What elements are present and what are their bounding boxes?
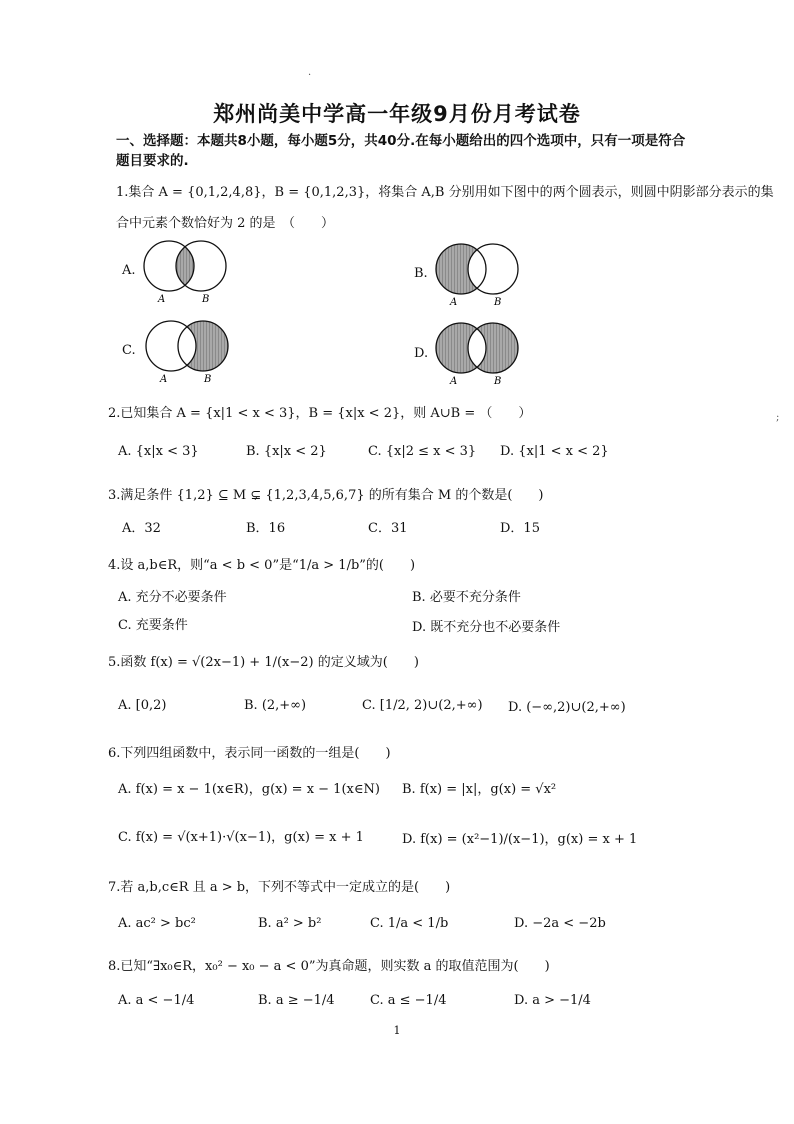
q1-option-b-label: B. xyxy=(414,266,428,281)
q7-option-c: C. 1/a < 1/b xyxy=(370,916,449,931)
q7-option-a: A. ac² > bc² xyxy=(118,916,196,931)
q5-stem: 5.函数 f(x) = √(2x−1) + 1/(x−2) 的定义域为( ) xyxy=(108,655,419,670)
scan-speck: · xyxy=(308,70,312,81)
q8-option-d: D. a > −1/4 xyxy=(514,993,591,1008)
q4-option-a: A. 充分不必要条件 xyxy=(118,590,227,605)
q2-option-d: D. {x|1 < x < 2} xyxy=(500,444,609,459)
q2-option-a: A. {x|x < 3} xyxy=(118,444,199,459)
q1-option-c-label: C. xyxy=(122,343,136,358)
q1-venn-b xyxy=(430,243,530,309)
q1-venn-d xyxy=(430,322,530,388)
q3-option-c: C．31 xyxy=(368,521,408,536)
q4-option-c: C. 充要条件 xyxy=(118,618,188,633)
q1-stem-line2: 合中元素个数恰好为 2 的是 （ ） xyxy=(116,216,335,231)
q6-option-d: D. f(x) = (x²−1)/(x−1)，g(x) = x + 1 xyxy=(402,832,638,847)
q5-option-b: B. (2,+∞) xyxy=(244,698,307,713)
q6-stem: 6.下列四组函数中，表示同一函数的一组是( ) xyxy=(108,746,391,761)
q4-option-d: D. 既不充分也不必要条件 xyxy=(412,620,561,635)
margin-mark: ; xyxy=(776,412,780,423)
set-label-b: B xyxy=(202,294,210,305)
q8-option-c: C. a ≤ −1/4 xyxy=(370,993,447,1008)
set-label-a: A xyxy=(160,374,168,385)
q4-option-b: B. 必要不充分条件 xyxy=(412,590,521,605)
q7-option-b: B. a² > b² xyxy=(258,916,322,931)
q3-option-d: D．15 xyxy=(500,521,540,536)
q2-option-c: C. {x|2 ≤ x < 3} xyxy=(368,444,477,459)
q8-option-b: B. a ≥ −1/4 xyxy=(258,993,335,1008)
page-title: 郑州尚美中学高一年级9月份月考试卷 xyxy=(213,102,581,126)
q1-venn-a xyxy=(138,240,238,306)
q3-option-b: B．16 xyxy=(246,521,286,536)
set-label-a: A xyxy=(158,294,166,305)
q1-venn-c xyxy=(140,320,240,386)
page-number: 1 xyxy=(393,1024,401,1037)
set-label-b: B xyxy=(204,374,212,385)
q1-stem-line1: 1.集合 A = {0,1,2,4,8}，B = {0,1,2,3}，将集合 A,B 分别用如下图中的两个圆表示，则圆中阴影部分表示的集 xyxy=(116,185,774,200)
q6-option-a: A. f(x) = x − 1(x∈R)，g(x) = x − 1(x∈N) xyxy=(118,782,380,797)
q6-option-c: C. f(x) = √(x+1)·√(x−1)，g(x) = x + 1 xyxy=(118,830,364,845)
q1-option-d-label: D. xyxy=(414,346,429,361)
q3-stem: 3.满足条件 {1,2} ⊆ M ⊊ {1,2,3,4,5,6,7} 的所有集合 M 的个数是( ) xyxy=(108,488,544,503)
q5-option-c: C. [1/2, 2)∪(2,+∞) xyxy=(362,698,483,713)
q5-option-a: A. [0,2) xyxy=(118,698,167,713)
q5-option-d: D. (−∞,2)∪(2,+∞) xyxy=(508,700,626,715)
q8-option-a: A. a < −1/4 xyxy=(118,993,195,1008)
set-label-a: A xyxy=(450,297,458,308)
q2-stem: 2.已知集合 A = {x|1 < x < 3}，B = {x|x < 2}，则 A∪B = （ ） xyxy=(108,406,532,421)
q7-option-d: D. −2a < −2b xyxy=(514,916,606,931)
q2-option-b: B. {x|x < 2} xyxy=(246,444,327,459)
set-label-a: A xyxy=(450,376,458,387)
q4-stem: 4.设 a,b∈R，则“a < b < 0”是“1/a > 1/b”的( ) xyxy=(108,558,416,573)
q1-option-a-label: A. xyxy=(122,263,136,278)
q3-option-a: A．32 xyxy=(122,521,161,536)
q7-stem: 7.若 a,b,c∈R 且 a > b，下列不等式中一定成立的是( ) xyxy=(108,880,451,895)
q6-option-b: B. f(x) = |x|，g(x) = √x² xyxy=(402,782,557,797)
set-label-b: B xyxy=(494,376,502,387)
section-heading: 一、选择题：本题共8小题，每小题5分，共40分.在每小题给出的四个选项中，只有一项是符合题目要求的. xyxy=(116,133,686,169)
q8-stem: 8.已知“∃x₀∈R，x₀² − x₀ − a < 0”为真命题，则实数 a 的取值范围为( ) xyxy=(108,959,550,974)
set-label-b: B xyxy=(494,297,502,308)
